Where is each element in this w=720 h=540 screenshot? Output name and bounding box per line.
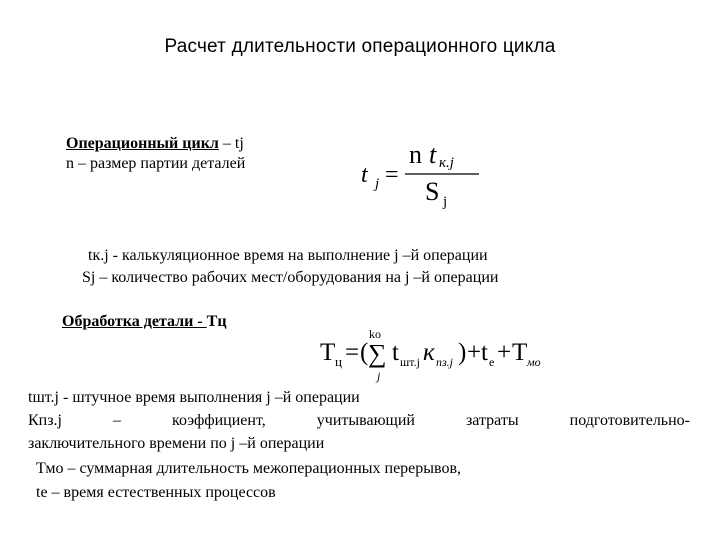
f2-plus-2: +: [497, 339, 512, 366]
f2-te: t: [481, 339, 488, 366]
f2-k: к: [423, 339, 435, 366]
f2-sum-upper: ko: [369, 327, 381, 341]
f2-T-sub: ц: [335, 354, 342, 369]
processing-heading-tail: Тц: [206, 313, 227, 330]
te-definition: tе – время естественных процессов: [36, 484, 276, 501]
kpz-word: учитывающий: [316, 412, 415, 429]
f2-sigma: ∑: [368, 339, 387, 368]
f1-den: S: [425, 177, 440, 206]
f2-plus-1: +: [467, 339, 482, 366]
slide-title: Расчет длительности операционного цикла: [164, 36, 556, 57]
f2-open-paren: (: [360, 339, 369, 366]
cycle-time-formula: [355, 130, 485, 210]
f1-num-t: t: [429, 140, 437, 169]
kpz-word: –: [113, 412, 122, 429]
f1-num-sub: к.j: [439, 155, 454, 171]
op-cycle-heading: Операционный цикл: [66, 135, 219, 152]
processing-line: [62, 312, 227, 332]
batch-size-definition: n – размер партии деталей: [66, 155, 246, 172]
op-cycle-line: [66, 134, 244, 154]
sj-definition: Sj – количество рабочих мест/оборудования на j –й операции: [82, 269, 499, 286]
kpz-definition-line1: [28, 411, 690, 431]
f2-t-sub: шт.j: [400, 355, 420, 369]
f2-equals: =: [345, 339, 360, 366]
kpz-word: коэффициент,: [172, 412, 266, 429]
f1-lhs: t: [361, 162, 368, 188]
tsht-definition: tшт.j - штучное время выполнения j –й операции: [28, 389, 360, 406]
processing-heading: Обработка детали -: [62, 313, 207, 330]
f1-den-sub: j: [443, 194, 448, 210]
tmo-definition: Тмо – суммарная длительность межоперационных перерывов,: [36, 460, 462, 477]
f1-lhs-sub: j: [375, 176, 380, 192]
f1-num-n: n: [409, 140, 422, 169]
processing-time-formula: [318, 322, 558, 388]
f2-k-sub: пз.j: [436, 355, 454, 369]
kpz-definition-line2: заключительного времени по j –й операции: [28, 435, 325, 452]
f2-t: t: [392, 339, 399, 366]
f2-Tmo: T: [512, 339, 528, 366]
kpz-word: Кпз.j: [28, 412, 62, 429]
tk-definition: tк.j - калькуляционное время на выполнение j –й операции: [88, 247, 488, 264]
f2-sum-lower: j: [377, 369, 381, 383]
kpz-word: подготовительно-: [569, 412, 690, 429]
f2-T: T: [320, 339, 336, 366]
f2-te-sub: е: [489, 355, 495, 369]
op-cycle-heading-tail: – tj: [218, 135, 244, 152]
kpz-word: затраты: [465, 412, 519, 429]
f1-equals: =: [385, 162, 399, 188]
f2-close-paren: ): [458, 339, 467, 366]
f2-Tmo-sub: мо: [527, 355, 541, 369]
